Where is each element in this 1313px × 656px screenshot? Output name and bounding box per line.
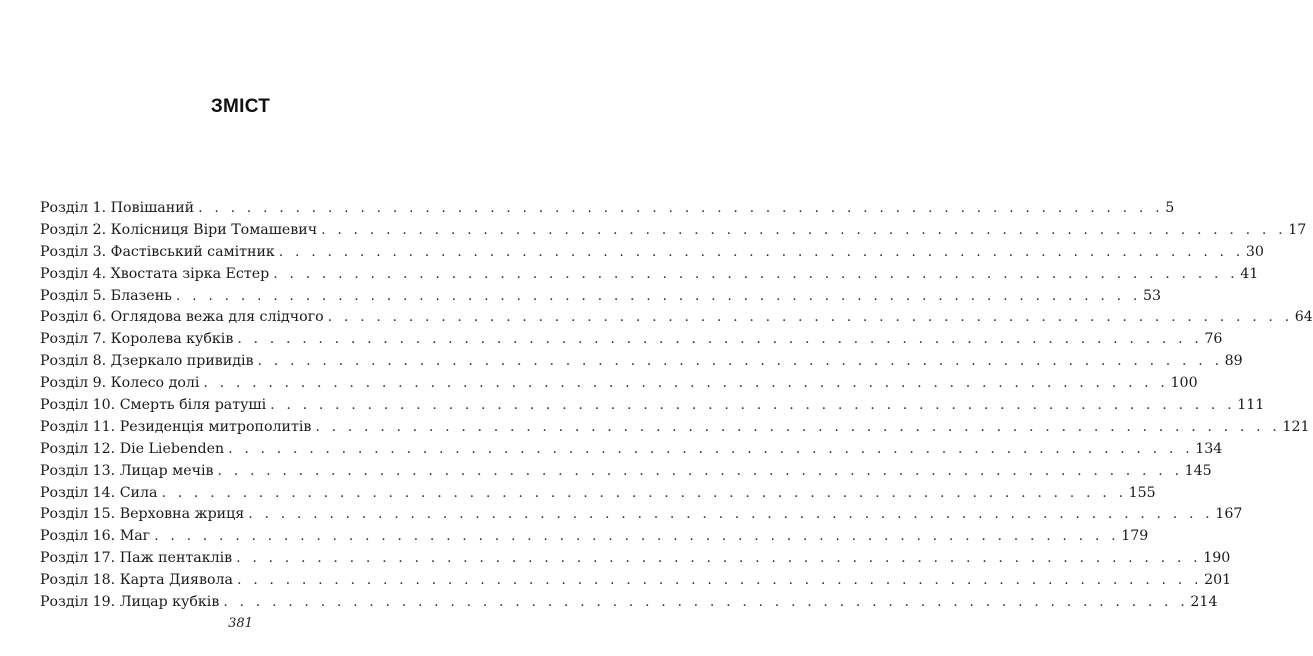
toc-dot-leader: . . . . . . . . . . . . . . . . . . . . . . . . . . . . . . . . . . . . . . . . . . . . . . . . . . . . . . . . . . . . bbox=[248, 506, 1214, 523]
toc-entry-page: 100 bbox=[1170, 375, 1198, 392]
toc-entry bbox=[40, 461, 1212, 483]
toc-entry bbox=[40, 373, 1198, 395]
toc-entry-page: 190 bbox=[1203, 550, 1231, 567]
toc-dot-leader: . . . . . . . . . . . . . . . . . . . . . . . . . . . . . . . . . . . . . . . . . . . . . . . . . . . . . . . . . . . . bbox=[228, 440, 1194, 457]
toc-dot-leader: . . . . . . . . . . . . . . . . . . . . . . . . . . . . . . . . . . . . . . . . . . . . . . . . . . . . . . . . . . . . bbox=[237, 331, 1203, 348]
toc-entry bbox=[40, 264, 1259, 286]
toc-dot-leader: . . . . . . . . . . . . . . . . . . . . . . . . . . . . . . . . . . . . . . . . . . . . . . . . . . . . . . . . . . . . bbox=[217, 462, 1183, 479]
toc-entry-page: 179 bbox=[1121, 528, 1149, 545]
toc-dot-leader: . . . . . . . . . . . . . . . . . . . . . . . . . . . . . . . . . . . . . . . . . . . . . . . . . . . . . . . . . . . . bbox=[270, 397, 1236, 414]
toc-entry-page: 76 bbox=[1204, 331, 1223, 348]
toc-entry-label: Розділ 13. Лицар мечів bbox=[40, 462, 214, 479]
toc-entry bbox=[40, 329, 1223, 351]
toc-entry bbox=[40, 242, 1264, 264]
toc-entry-page: 89 bbox=[1224, 353, 1243, 370]
toc-entry-page: 214 bbox=[1190, 594, 1218, 611]
toc-entry-page: 121 bbox=[1282, 418, 1310, 435]
toc-dot-leader: . . . . . . . . . . . . . . . . . . . . . . . . . . . . . . . . . . . . . . . . . . . . . . . . . . . . . . . . . . . . bbox=[257, 353, 1223, 370]
toc-entry-label: Розділ 8. Дзеркало привидів bbox=[40, 353, 254, 370]
toc-entry-page: 155 bbox=[1128, 484, 1156, 501]
toc-entry-label: Розділ 17. Паж пентаклів bbox=[40, 550, 233, 567]
toc-dot-leader: . . . . . . . . . . . . . . . . . . . . . . . . . . . . . . . . . . . . . . . . . . . . . . . . . . . . . . . . . . . . bbox=[278, 243, 1244, 260]
toc-entry-label: Розділ 6. Оглядова вежа для слідчого bbox=[40, 309, 324, 326]
toc-dot-leader: . . . . . . . . . . . . . . . . . . . . . . . . . . . . . . . . . . . . . . . . . . . . . . . . . . . . . . . . . . . . bbox=[236, 572, 1203, 589]
toc-entry bbox=[40, 220, 1307, 242]
toc-dot-leader: . . . . . . . . . . . . . . . . . . . . . . . . . . . . . . . . . . . . . . . . . . . . . . . . . . . . . . . . . . . . bbox=[273, 265, 1239, 282]
toc-entry-page: 145 bbox=[1184, 462, 1212, 479]
page-number: 381 bbox=[228, 616, 253, 631]
toc-dot-leader: . . . . . . . . . . . . . . . . . . . . . . . . . . . . . . . . . . . . . . . . . . . . . . . . . . . . . . . . . . . . bbox=[198, 200, 1164, 216]
toc-entry-label: Розділ 12. Die Liebenden bbox=[40, 440, 225, 457]
toc-entry-label: Розділ 11. Резиденція митрополитів bbox=[40, 418, 312, 435]
page-title: ЗМІСТ bbox=[210, 96, 271, 117]
toc-entry bbox=[40, 286, 1162, 308]
toc-entry bbox=[40, 570, 1232, 592]
toc-entry bbox=[40, 504, 1243, 526]
toc-entry-page: 64 bbox=[1294, 309, 1313, 326]
toc-entry-label: Розділ 2. Колісниця Віри Томашевич bbox=[40, 221, 318, 238]
toc-dot-leader: . . . . . . . . . . . . . . . . . . . . . . . . . . . . . . . . . . . . . . . . . . . . . . . . . . . . . . . . . . . . bbox=[154, 528, 1120, 545]
toc-dot-leader: . . . . . . . . . . . . . . . . . . . . . . . . . . . . . . . . . . . . . . . . . . . . . . . . . . . . . . . . . . . . bbox=[175, 287, 1141, 304]
toc-entry-label: Розділ 16. Маг bbox=[40, 528, 151, 545]
toc-dot-leader: . . . . . . . . . . . . . . . . . . . . . . . . . . . . . . . . . . . . . . . . . . . . . . . . . . . . . . . . . . . . bbox=[203, 375, 1169, 392]
toc-entry bbox=[40, 307, 1313, 329]
toc-entry bbox=[40, 198, 1175, 220]
toc-dot-leader: . . . . . . . . . . . . . . . . . . . . . . . . . . . . . . . . . . . . . . . . . . . . . . . . . . . . . . . . . . . . bbox=[315, 418, 1281, 435]
toc-dot-leader: . . . . . . . . . . . . . . . . . . . . . . . . . . . . . . . . . . . . . . . . . . . . . . . . . . . . . . . . . . . . bbox=[223, 594, 1189, 611]
toc-entry-label: Розділ 18. Карта Диявола bbox=[40, 572, 233, 589]
toc-entry-page: 53 bbox=[1142, 287, 1162, 304]
table-of-contents bbox=[40, 198, 1313, 614]
toc-entry bbox=[40, 351, 1243, 373]
toc-entry-label: Розділ 15. Верховна жриця bbox=[40, 506, 245, 523]
toc-entry-label: Розділ 7. Королева кубків bbox=[40, 331, 234, 348]
toc-entry-page: 111 bbox=[1237, 397, 1265, 414]
toc-entry bbox=[40, 417, 1310, 439]
toc-entry-page: 17 bbox=[1288, 221, 1307, 238]
toc-entry-label: Розділ 19. Лицар кубків bbox=[40, 594, 220, 611]
toc-dot-leader: . . . . . . . . . . . . . . . . . . . . . . . . . . . . . . . . . . . . . . . . . . . . . . . . . . . . . . . . . . . . bbox=[321, 221, 1287, 238]
toc-entry-page: 201 bbox=[1204, 572, 1232, 589]
toc-entry-label: Розділ 1. Повішаний bbox=[40, 200, 195, 216]
toc-entry-page: 167 bbox=[1215, 506, 1243, 523]
toc-entry-page: 134 bbox=[1195, 440, 1223, 457]
toc-entry-page: 5 bbox=[1165, 200, 1175, 216]
toc-entry bbox=[40, 439, 1223, 461]
toc-entry-label: Розділ 9. Колесо долі bbox=[40, 375, 200, 392]
toc-entry-label: Розділ 10. Смерть біля ратуші bbox=[40, 397, 267, 414]
toc-entry bbox=[40, 395, 1265, 417]
toc-entry-label: Розділ 14. Сила bbox=[40, 484, 158, 501]
toc-entry-label: Розділ 4. Хвостата зірка Естер bbox=[40, 265, 270, 282]
toc-entry-page: 30 bbox=[1245, 243, 1264, 260]
toc-dot-leader: . . . . . . . . . . . . . . . . . . . . . . . . . . . . . . . . . . . . . . . . . . . . . . . . . . . . . . . . . . . . bbox=[161, 484, 1127, 501]
toc-entry-label: Розділ 3. Фастівський самітник bbox=[40, 243, 275, 260]
toc-entry bbox=[40, 548, 1231, 570]
toc-entry-label: Розділ 5. Блазень bbox=[40, 287, 172, 304]
toc-entry bbox=[40, 592, 1218, 614]
toc-dot-leader: . . . . . . . . . . . . . . . . . . . . . . . . . . . . . . . . . . . . . . . . . . . . . . . . . . . . . . . . . . . . bbox=[327, 309, 1293, 326]
toc-dot-leader: . . . . . . . . . . . . . . . . . . . . . . . . . . . . . . . . . . . . . . . . . . . . . . . . . . . . . . . . . . . . bbox=[236, 550, 1202, 567]
toc-entry-page: 41 bbox=[1240, 265, 1259, 282]
toc-entry bbox=[40, 483, 1156, 505]
toc-entry bbox=[40, 526, 1149, 548]
